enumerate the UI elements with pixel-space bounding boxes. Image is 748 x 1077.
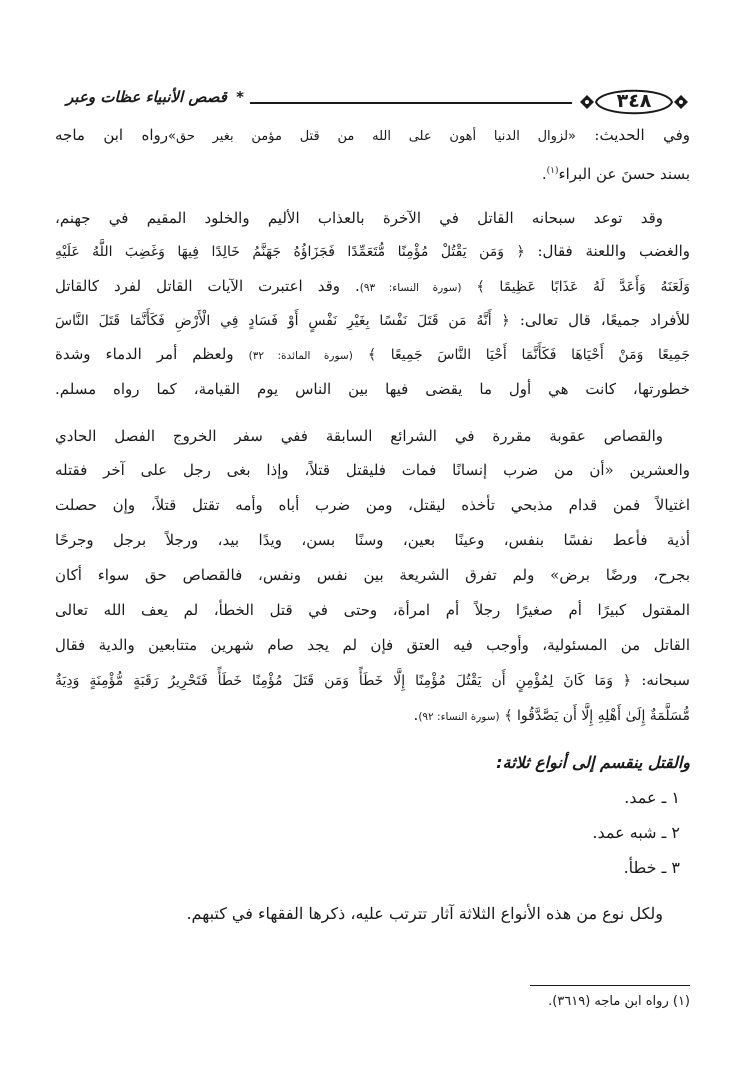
book-title: قصص الأنبياء عظات وعبر (66, 88, 227, 106)
quran-verse: ﴿ أَنَّهُ مَن قَتَلَ نَفْسًا بِغَيْرِ نَفْسٍ أَوْ فَسَادٍ فِي الْأَرْضِ فَكَأَنَّمَا قَتَلَ النَّاسَ (55, 313, 510, 329)
text-run: بسند حسنَ عن البراء (558, 165, 690, 183)
text-run: ولعظم أمر الدماء وشدة (55, 345, 249, 363)
hadith-quote: «لزوال الدنيا أهون على الله من قتل مؤمن بغير حق» (168, 129, 576, 144)
text-line: بجرح، ورضًا برض» ولم تفرق الشريعة بين نفس ونفس، فالقصاص حق سواء أكان (55, 566, 690, 584)
footnote-divider (530, 985, 690, 986)
text-line (55, 669, 690, 692)
text-line: المقتول كبيرًا أم صغيرًا رجلاً أم امرأة، وحتى في قتل الخطأ، لم يعف الله تعالى (55, 601, 690, 619)
text-line (55, 124, 690, 148)
text-line (55, 309, 690, 332)
text-line (55, 343, 690, 367)
text-line: خطورتها، كانت هي أول ما يقضى فيها بين الناس يوم القيامة، كما رواه مسلم. (55, 380, 690, 398)
quran-verse: ﴿ وَمَن يَقْتُلْ مُؤْمِنًا مُّتَعَمِّدًا فَجَزَاؤُهُ جَهَنَّمُ خَالِدًا فِيهَا وَغَضِبَ اللَّهُ عَلَيْهِ (55, 244, 525, 260)
text-run: . (413, 706, 419, 724)
list-item: ٢ ـ شبه عمد. (592, 823, 680, 842)
text-run: . (541, 165, 547, 183)
text-run: رواه ابن ماجه (55, 126, 169, 144)
text-run: سبحانه: (631, 671, 690, 689)
text-run: للأفراد جميعًا، قال تعالى: (509, 311, 690, 329)
text-run: . وقد اعتبرت الآيات القاتل لفرد كالقاتل (55, 277, 360, 295)
text-line: وقد توعد سبحانه القاتل في الآخرة بالعذاب الأليم والخلود المقيم في جهنم، (55, 209, 663, 227)
footnote-marker[interactable]: (١) (546, 166, 559, 176)
quran-verse: ﴿ وَمَا كَانَ لِمُؤْمِنٍ أَن يَقْتُلَ مُؤْمِنًا إِلَّا خَطَأً وَمَن قَتَلَ مُؤْمِنًا خَطَأً فَتَحْرِيرُ رَقَبَةٍ مُّؤْمِنَةٍ وَدِيَةٌ (55, 673, 632, 689)
verse-reference: (سورة النساء: ٩٣) (359, 282, 462, 294)
text-line: اغتيالاً فمن قدام مذبحي تأخذه ليقتل، ومن ضرب أباه وأمه تقتل قتلاً، وإن حصلت (55, 496, 690, 514)
text-line: والقصاص عقوبة مقررة في الشرائع السابقة ففي سفر الخروج الفصل الحادي (55, 427, 663, 445)
closing-paragraph: ولكل نوع من هذه الأنواع الثلاثة آثار تترتب عليه، ذكرها الفقهاء في كتبهم. (186, 904, 663, 923)
list-item: ٣ ـ خطأ. (623, 858, 680, 877)
text-line (55, 275, 690, 299)
page-number-ornament (578, 85, 690, 119)
star-icon: * (236, 88, 244, 106)
list-item: ١ ـ عمد. (624, 788, 680, 807)
quran-verse: وَلَعَنَهُ وَأَعَدَّ لَهُ عَذَابًا عَظِيمًا ﴾ (476, 279, 690, 295)
quran-verse: مُّسَلَّمَةٌ إِلَىٰ أَهْلِهِ إِلَّا أَن يَصَّدَّقُوا ﴾ (504, 708, 690, 724)
verse-reference: (سورة النساء: ٩٢) (418, 711, 500, 723)
text-line (55, 240, 690, 263)
page-number: ٣٤٨ (616, 90, 652, 112)
section-heading: والقتل ينقسم إلى أنواع ثلاثة: (496, 753, 690, 772)
running-title (60, 88, 250, 106)
text-run: والغضب واللعنة فقال: (524, 242, 690, 260)
page-header (66, 84, 690, 120)
text-line (55, 160, 690, 185)
text-line: أذية فأعط نفسًا بنفس، وعينًا بعين، وسنًا بسن، ويدًا بيد، ورجلاً برجل وجرحًا (55, 531, 690, 549)
text-line (55, 704, 690, 728)
footnote: (١) رواه ابن ماجه (٣٦١٩). (548, 994, 690, 1009)
quran-verse: جَمِيعًا وَمَنْ أَحْيَاهَا فَكَأَنَّمَا أَحْيَا النَّاسَ جَمِيعًا ﴾ (367, 347, 690, 363)
text-line: والعشرين «أن من ضرب إنسانًا فمات فليقتل قتلاً، وإذا بغى رجل على آخر فقتله (55, 461, 690, 479)
verse-reference: (سورة المائدة: ٣٢) (248, 350, 353, 362)
text-run: وفي الحديث: (576, 126, 690, 144)
text-line: القاتل من المسئولية، وأوجب فيه العتق فإن لم يجد صام شهرين متتابعين والدية فقال (55, 636, 690, 654)
